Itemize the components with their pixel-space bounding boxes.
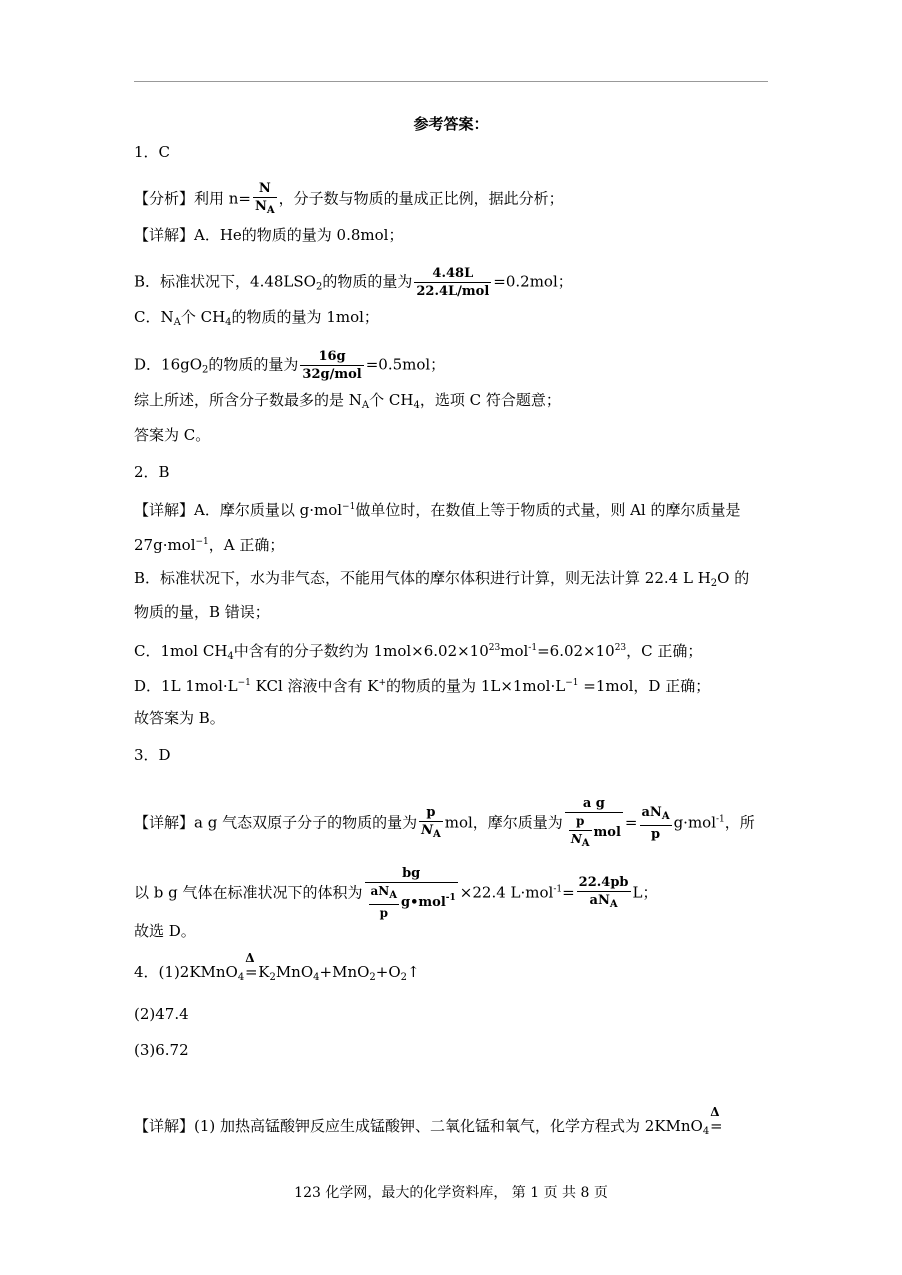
q4-part3: (3)6.72: [134, 1041, 189, 1059]
q1-analysis-fraction: [253, 181, 277, 218]
q3-detail-line1: 【详解】a g 气态双原子分子的物质的量为 $\frac{p}{N_A}$ mol，摩尔质量为 a g $\frac{p}{N_A}$ mol = $\frac{aN_A}{p}$ g·mol$^{-1}$，所: [134, 796, 755, 849]
top-rule: [134, 81, 768, 82]
q3-detail-line2: 以 b g 气体在标准状况下的体积为 bg $\frac{aN_A}{p}$ g•mol$^{-1}$ ×22.4 L·mol$^{-1}$= $\frac{22.4pb}{aN_A}$ L；: [134, 866, 658, 920]
heat-condition-2: Δ =: [709, 1105, 723, 1135]
page-title: 参考答案：: [413, 115, 489, 133]
q3-fraction-molar-mass: a g $\frac{p}{N_A}$ mol: [565, 796, 623, 851]
fraction-denominator: $N_A$: [255, 199, 275, 216]
fraction-numerator: N: [258, 181, 271, 196]
q1-answer: 答案为 C。: [134, 426, 211, 444]
q1-summary: 综上所述，所含分子数最多的是 $N_A$个 $CH_4$，选项 C 符合题意；: [134, 391, 561, 411]
q2-option-d: D．1L $1mol\cdot L^{-1}$ KCl 溶液中含有 K+的物质的量为 $1L\times 1mol\cdot L^{-1} =1mol$，D 正确；: [134, 677, 711, 695]
q2-option-a-line2: 27g·mol$^{-1}$，A 正确；: [134, 536, 285, 554]
q3-fraction-moles: $\frac{p}{N_A}$: [421, 805, 441, 840]
q2-option-a-line1: 【详解】A．摩尔质量以 g·mol$^{-1}$做单位时，在数值上等于物质的式量，则 Al 的摩尔质量是: [134, 501, 741, 519]
page-footer: 123 化学网，最大的化学资料库， 第 1 页 共 8 页: [294, 1185, 608, 1201]
heat-condition: Δ =: [244, 951, 258, 981]
q3-fraction-volume: bg $\frac{aN_A}{p}$ g•mol$^{-1}$: [365, 866, 458, 921]
q1-d-fraction: $\frac{16g}{\text{32g/mol}}$: [302, 349, 362, 382]
q1-analysis-prefix: 【分析】利用 n=: [134, 189, 251, 208]
q2-label: 2．B: [134, 463, 170, 481]
q1-option-d: D．$16gO_2$的物质的量为 $\frac{16g}{\text{32g/mol}}$ =0.5mol；: [134, 349, 446, 382]
q4-detail: 【详解】(1) 加热高锰酸钾反应生成锰酸钾、二氧化锰和氧气，化学方程式为 2KMnO$_4$ Δ =: [134, 1105, 723, 1137]
q4-part2: (2)47.4: [134, 1005, 189, 1023]
q3-label: 3．D: [134, 746, 171, 764]
q1-analysis-suffix: ，分子数与物质的量成正比例，据此分析；: [278, 189, 564, 208]
q2-option-b-line1: B．标准状况下，水为非气态，不能用气体的摩尔体积进行计算，则无法计算 22.4 L $H_2O$ 的: [134, 569, 750, 589]
q3-fraction-result: $\frac{aN_A}{p}$: [641, 805, 670, 842]
q1-option-c: C．$N_A$个 $CH_4$的物质的量为 1mol；: [134, 308, 379, 328]
q3-fraction-final: $\frac{22.4pb}{aN_A}$: [578, 875, 629, 910]
q1-b-fraction: $\frac{4.48L}{\text{22.4L/mol}}$: [416, 266, 490, 299]
q4-part1: 4．(1)2KMnO$_4$ Δ $=K_2MnO_4+MnO_2+O_2↑$: [134, 951, 420, 983]
q1-detail-a: 【详解】A．He的物质的量为 0.8mol；: [134, 226, 404, 244]
q1-label: 1．C: [134, 143, 171, 161]
q2-option-c: C．1mol $CH_4$中含有的分子数约为 $1mol\times 6.02\times 10^{23}mol^{-1}=6.02\times 10^{23}$，C 正确；: [134, 642, 703, 662]
q2-option-b-line2: 物质的量，B 错误；: [134, 603, 270, 621]
q1-option-b: B．标准状况下，$4.48LSO_2$的物质的量为 $\frac{4.48L}{\text{22.4L/mol}}$ =0.2mol；: [134, 266, 573, 299]
q3-answer: 故选 D。: [134, 922, 196, 940]
q2-answer: 故答案为 B。: [134, 709, 225, 727]
q1-analysis: [134, 181, 564, 218]
